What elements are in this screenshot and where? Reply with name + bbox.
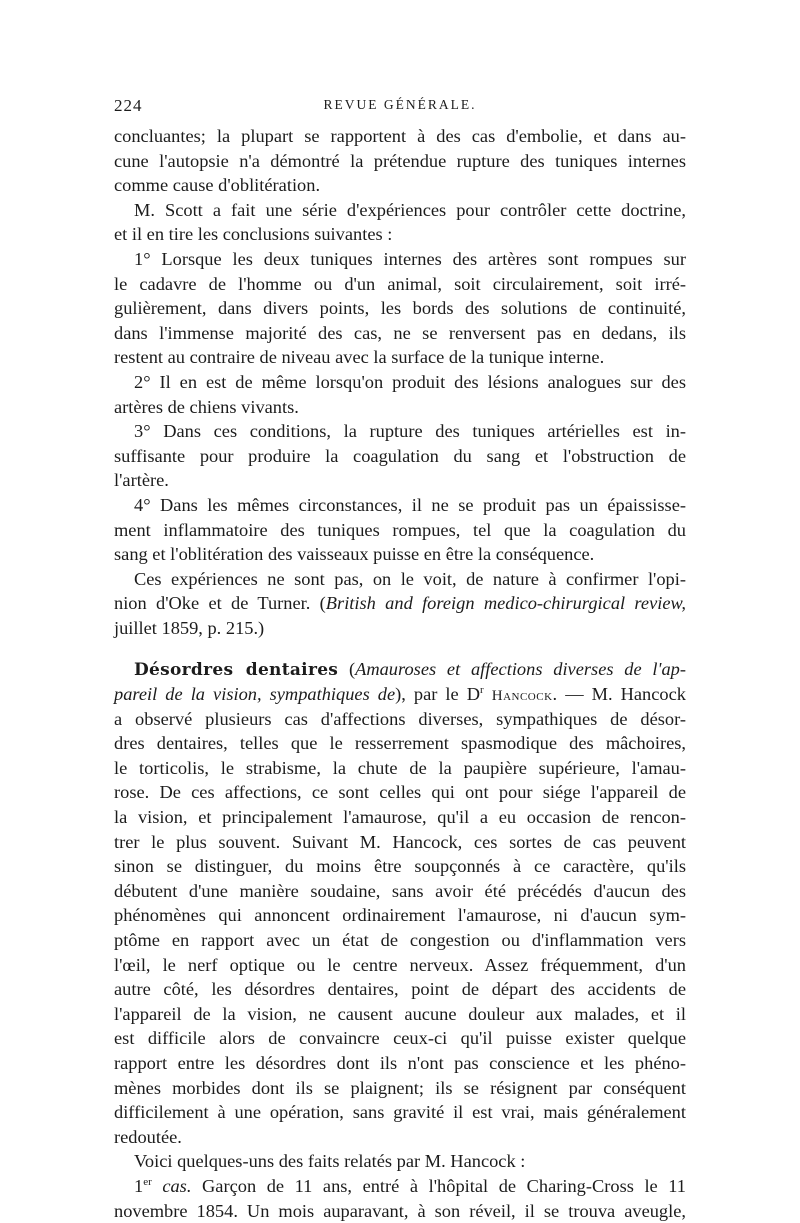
text-line: est difficile alors de convaincre ceux-ci qu'il puisse exister quelque [114, 1028, 686, 1049]
byline-lead: ), par le D [395, 684, 481, 705]
text-line: comme cause d'oblitération. [114, 175, 321, 196]
conclusion-2 [114, 370, 686, 419]
paragraph-experiences [114, 567, 686, 641]
text-line: 4° Dans les mêmes circonstances, il ne se produit pas un épaississe- [134, 494, 686, 515]
text-line: ment inflammatoire des tuniques rompues, tel que la coagulation du [114, 519, 686, 540]
text-line: trer le plus souvent. Suivant M. Hancock, ces sortes de cas peuvent [114, 831, 686, 852]
text-line: le torticolis, le strabisme, la chute de la paupière supérieure, l'amau- [114, 757, 686, 778]
text-line: 3° Dans ces conditions, la rupture des tuniques artérielles est in- [134, 421, 686, 442]
conclusion-4 [114, 493, 686, 567]
text-line: cune l'autopsie n'a démontré la prétendue rupture des tuniques internes [114, 150, 686, 171]
case-text: Garçon de 11 ans, entré à l'hôpital de Charing-Cross le 11 [191, 1175, 686, 1196]
case-ordinal: er [143, 1175, 152, 1188]
case-number: 1 [134, 1175, 144, 1196]
text-line: 1° Lorsque les deux tuniques internes des artères sont rompues sur [134, 248, 686, 269]
section-title: Désordres dentaires [134, 660, 339, 681]
text-line [114, 682, 686, 707]
text-line: difficilement à une opération, sans gravité il est vrai, mais généralement [114, 1102, 686, 1123]
section-desordres-dentaires [114, 657, 686, 1149]
conclusion-1 [114, 247, 686, 370]
text-line: concluantes; la plupart se rapportent à des cas d'embolie, et dans au- [114, 126, 686, 146]
text-line: le cadavre de l'homme ou d'un animal, soit circulairement, soit irré- [114, 273, 686, 294]
paragraph-scott [114, 198, 686, 247]
text-line: l'appareil de la vision, ne causent aucune douleur aux malades, et il [114, 1003, 686, 1024]
text-line: 2° Il en est de même lorsqu'on produit des lésions analogues sur des [134, 371, 686, 392]
page-header [114, 96, 686, 124]
section-subtitle-cont: pareil de la vision, sympathiques de [114, 684, 396, 705]
paren-open: ( [338, 659, 356, 680]
author-name: Hancock [491, 688, 553, 705]
text-line: Ces expériences ne sont pas, on le voit, de nature à confirmer l'opi- [134, 568, 686, 589]
text-line: juillet 1859, p. 215.) [114, 617, 265, 638]
text-line: dres dentaires, telles que le resserrement spasmodique des mâchoires, [114, 733, 686, 754]
text-line [114, 1174, 686, 1199]
text-line: suffisante pour produire la coagulation du sang et l'obstruction de [114, 445, 686, 466]
text-line: sang et l'oblitération des vaisseaux puisse en être la conséquence. [114, 544, 595, 565]
section-subtitle: Amauroses et affections diverses de l'ap- [355, 659, 686, 680]
text-line: mènes morbides dont ils se plaignent; ils se résignent par conséquent [114, 1077, 686, 1098]
text-line: novembre 1854. Un mois auparavant, à son réveil, il se trouva aveugle, [114, 1200, 686, 1221]
text-line: ptôme en rapport avec un état de congestion ou d'inflammation vers [114, 930, 686, 950]
text-line: autre côté, les désordres dentaires, point de départ des accidents de [114, 979, 686, 1000]
text-line: débutent d'une manière soudaine, sans avoir été précédés d'aucun des [114, 880, 686, 901]
text-line: redoutée. [114, 1126, 182, 1147]
doctor-sup: r [480, 683, 484, 696]
page-number: 224 [114, 96, 143, 115]
text-line: rapport entre les désordres dont ils n'ont pas conscience et les phéno- [114, 1052, 686, 1073]
text-line: l'artère. [114, 470, 169, 491]
text-line: restent au contraire de niveau avec la surface de la tunique interne. [114, 347, 605, 368]
paragraph-embolie [114, 124, 686, 198]
citation-lead: nion d'Oke et de Turner. ( [114, 593, 326, 614]
journal-title: British and foreign medico-chirurgical review, [325, 593, 687, 614]
running-head: REVUE GÉNÉRALE. [323, 97, 477, 112]
book-page [114, 96, 686, 1223]
text-line: a observé plusieurs cas d'affections diverses, sympathiques de désor- [114, 708, 686, 729]
byline-tail: . — M. Hancock [552, 684, 686, 705]
conclusion-3 [114, 419, 686, 493]
text-line [114, 657, 686, 682]
case-1 [114, 1174, 686, 1223]
text-line: gulièrement, dans divers points, les bords des solutions de continuité, [114, 298, 686, 319]
text-line: phénomènes qui annoncent ordinairement l'amaurose, ni d'aucun sym- [114, 905, 686, 926]
text-line: artères de chiens vivants. [114, 396, 299, 417]
section-spacer [114, 640, 686, 657]
text-line [114, 591, 686, 616]
text-line: dans l'immense majorité des cas, ne se renversent pas en dedans, ils [114, 322, 686, 343]
text-line: Voici quelques-uns des faits relatés par M. Hancock : [134, 1151, 526, 1172]
text-line: rose. De ces affections, ce sont celles qui ont pour siége l'appareil de [114, 782, 686, 803]
paragraph-faits [114, 1149, 686, 1174]
text-line: l'œil, le nerf optique ou le centre nerveux. Assez fréquemment, d'un [114, 954, 686, 975]
case-label: cas. [162, 1175, 192, 1196]
text-line: sinon se distinguer, du moins être soupçonnés à ce caractère, qu'ils [114, 856, 686, 877]
text-line: M. Scott a fait une série d'expériences pour contrôler cette doctrine, [134, 199, 686, 220]
text-line: la vision, et principalement l'amaurose, qu'il a eu occasion de rencon- [114, 807, 686, 828]
text-line: et il en tire les conclusions suivantes : [114, 224, 393, 245]
